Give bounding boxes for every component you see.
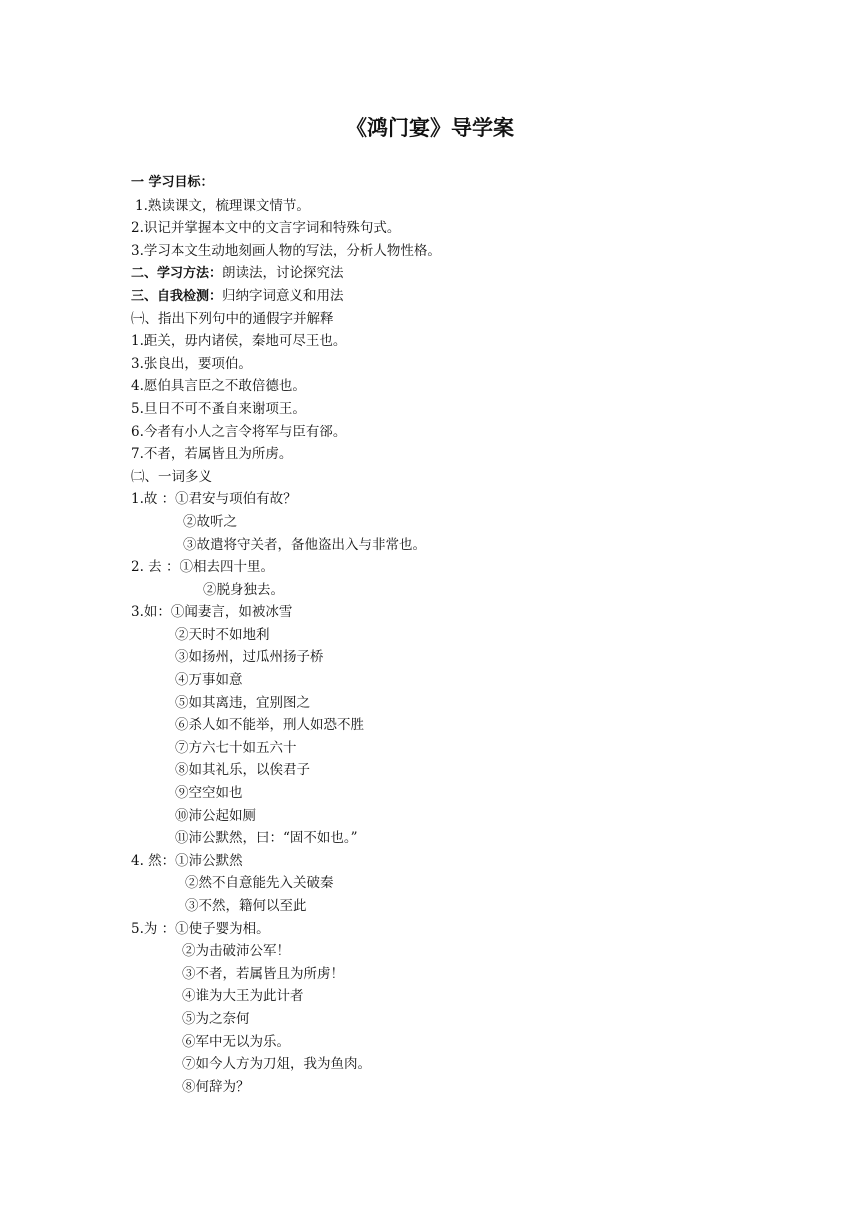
part1-item: 7.不者，若属皆且为所虏。: [131, 446, 293, 463]
word-entry-ru: 3.如：①闻妻言，如被冰雪: [131, 604, 293, 621]
part1-item: 3.张良出，要项伯。: [131, 355, 252, 372]
document-body: [131, 172, 751, 1098]
word-sense: ⑥杀人如不能举，刑人如恐不胜: [175, 717, 364, 734]
word-sense: ②天时不如地利: [175, 626, 270, 643]
section-methods: [131, 262, 751, 285]
page-title: 《鸿门宴》导学案: [346, 116, 514, 140]
word-sense: ⑪沛公默然，曰：“固不如也。”: [175, 830, 358, 847]
word-sense: ③故遣将守关者，备他盗出入与非常也。: [183, 536, 426, 553]
word-sense: ⑦方六七十如五六十: [175, 739, 297, 756]
word-sense: ④万事如意: [175, 672, 243, 689]
word-sense: ③不者，若属皆且为所虏！: [182, 965, 344, 982]
part1-item: 1.距关，毋内诸侯，秦地可尽王也。: [131, 333, 347, 350]
goal-item-1: 1.熟读课文，梳理课文情节。: [135, 197, 310, 214]
goal-item-3: 3.学习本文生动地刻画人物的写法，分析人物性格。: [131, 242, 441, 259]
word-sense: ③不然，籍何以至此: [185, 898, 307, 914]
word-sense: ⑧如其礼乐，以俟君子: [175, 762, 310, 779]
word-entry-gu: 1.故 ：①君安与项伯有故？: [131, 491, 297, 508]
word-sense: ④谁为大王为此计者: [182, 988, 304, 1005]
section-selfcheck: [131, 285, 751, 308]
word-sense: ⑤如其离违，宜别图之: [175, 694, 310, 711]
selfcheck-text: 归纳字词意义和用法: [222, 287, 344, 304]
word-sense: ⑦如今人方为刀俎，我为鱼肉。: [182, 1056, 371, 1073]
word-sense: ⑩沛公起如厕: [175, 807, 256, 824]
part1-item: 4.愿伯具言臣之不敢倍德也。: [131, 378, 306, 395]
methods-text: 朗读法，讨论探究法: [222, 265, 344, 282]
part1-item: 6.今者有小人之言令将军与臣有郤。: [131, 423, 347, 440]
word-entry-qu: 2. 去 ：①相去四十里。: [131, 559, 274, 576]
section-heading-selfcheck: 三、自我检测：: [131, 288, 223, 304]
word-sense: ②故听之: [183, 513, 237, 530]
word-sense: ⑧何辞为？: [182, 1078, 250, 1095]
word-sense: ⑥军中无以为乐。: [182, 1033, 290, 1050]
part1-item: 5.旦日不可不蚤自来谢项王。: [131, 400, 306, 417]
word-sense: ⑤为之奈何: [182, 1010, 250, 1027]
word-sense: ⑨空空如也: [175, 785, 243, 802]
word-sense: ②脱身独去。: [203, 581, 284, 598]
goal-item-2: 2.识记并掌握本文中的文言字词和特殊句式。: [131, 220, 401, 237]
part1-heading: ㈠、指出下列句中的通假字并解释: [131, 310, 334, 327]
word-entry-ran: 4. 然：①沛公默然: [131, 852, 243, 869]
word-entry-wei: 5.为 ：①使子婴为相。: [131, 920, 270, 937]
section-heading-goals: 一 学习目标：: [131, 175, 214, 190]
section-heading-methods: 二、学习方法：: [131, 266, 223, 282]
word-sense: ②然不自意能先入关破秦: [185, 875, 334, 892]
word-sense: ②为击破沛公军！: [182, 943, 290, 960]
part2-heading: ㈡、一词多义: [131, 468, 212, 485]
word-sense: ③如扬州，过瓜州扬子桥: [175, 649, 324, 666]
